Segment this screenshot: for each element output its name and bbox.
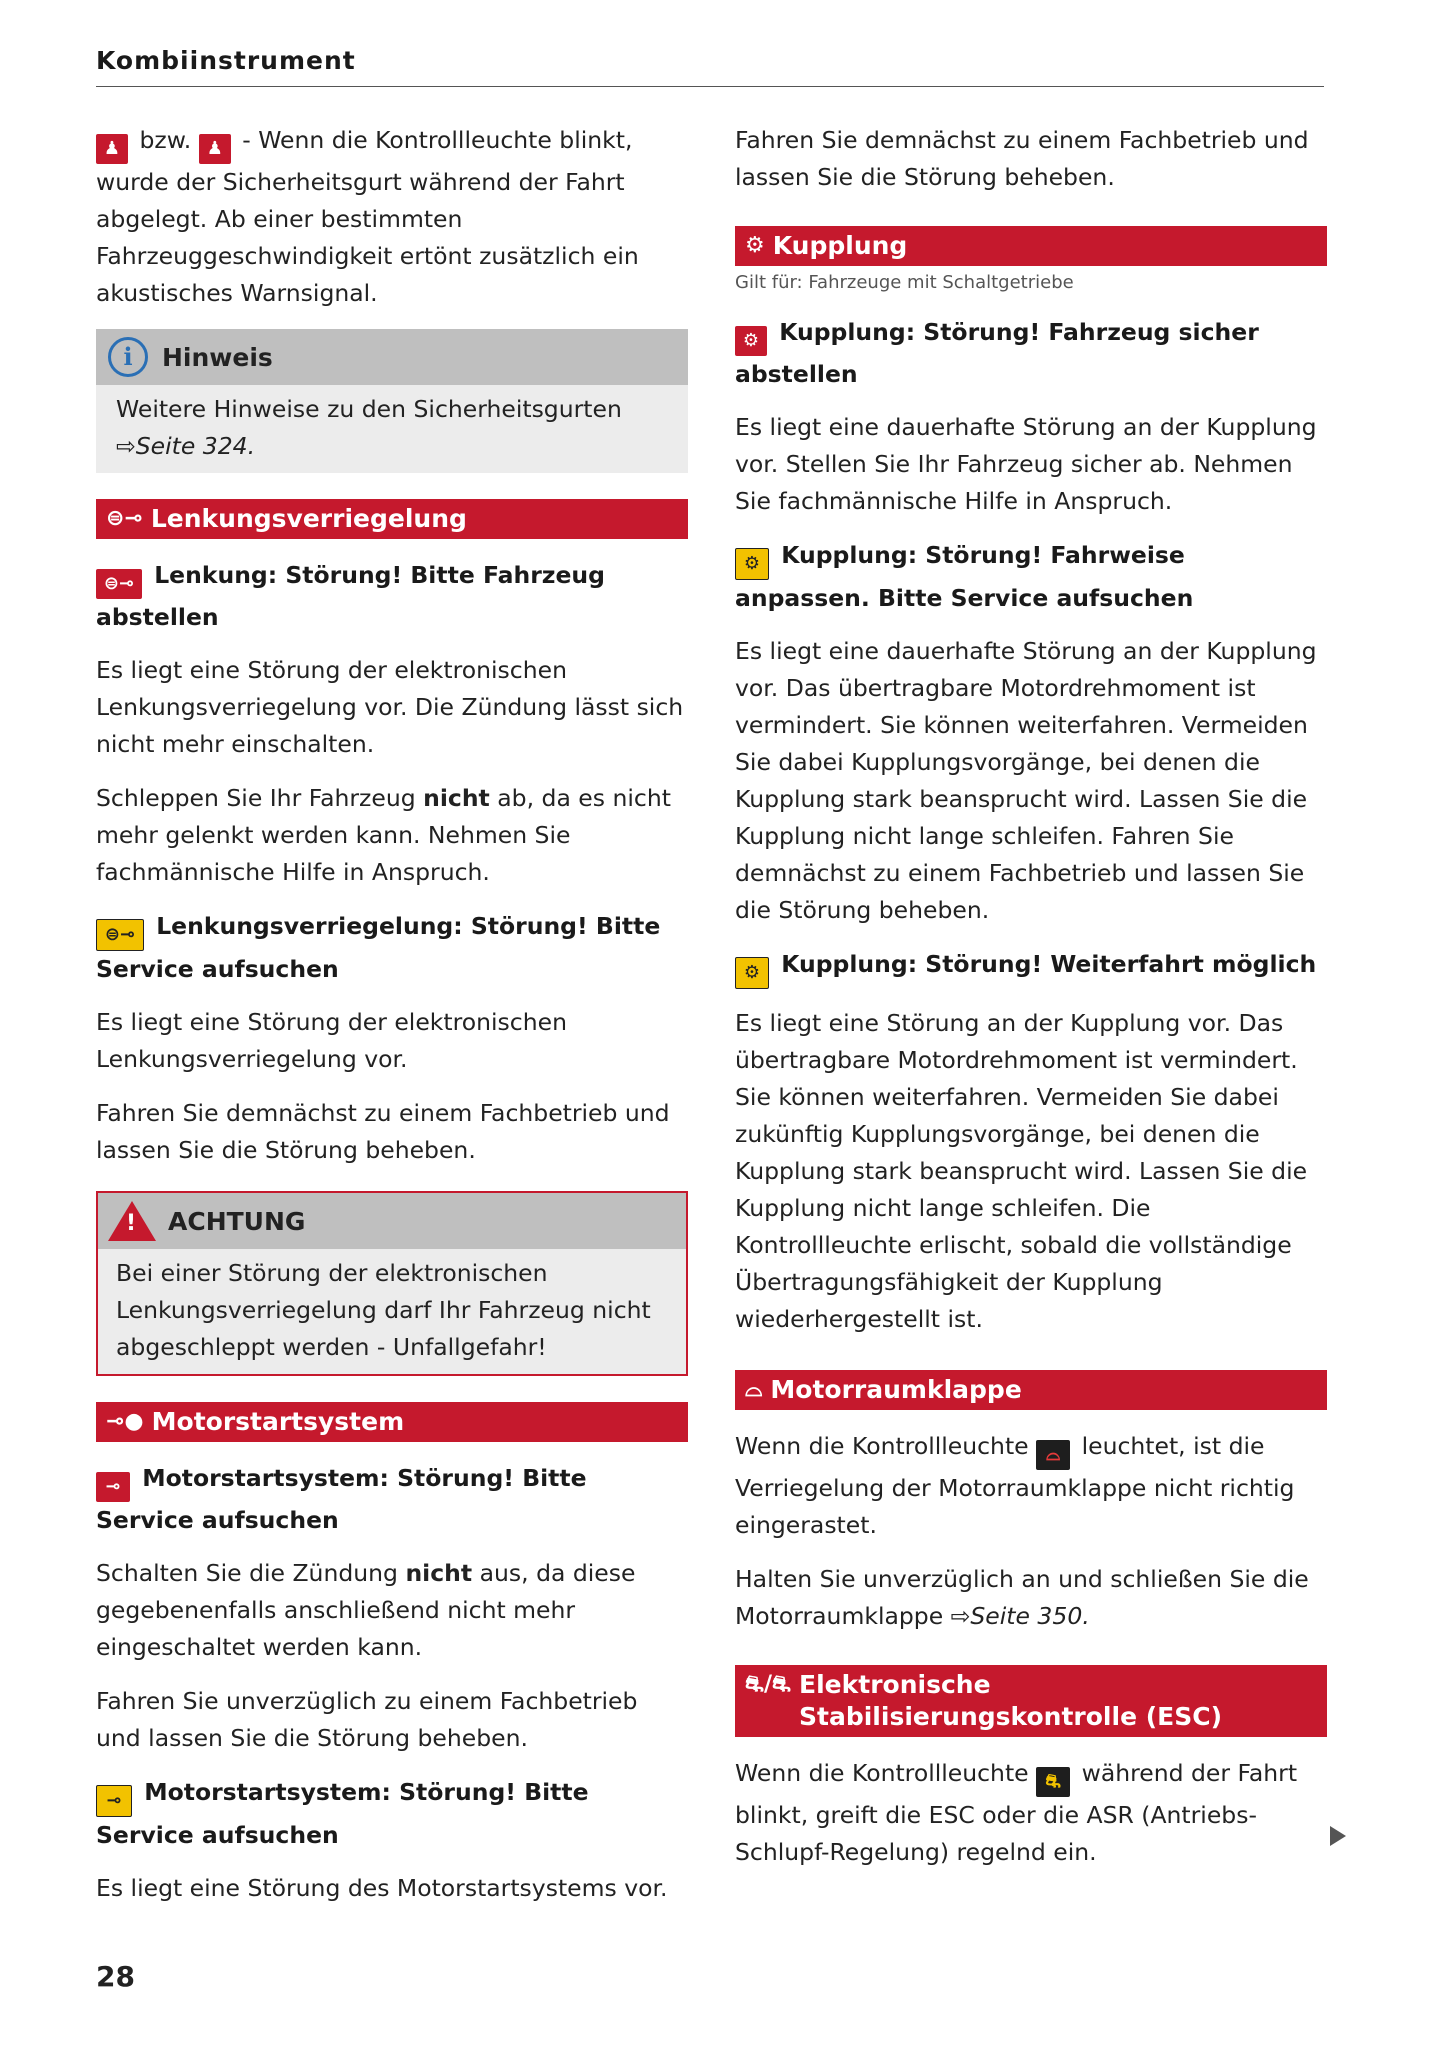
clutch-gear-icon: ⚙ xyxy=(745,233,765,258)
text-part: Wenn die Kontrollleuchte xyxy=(735,1759,1029,1787)
lenkung-paragraph-3: Es liegt eine Störung der elektronischen Lenkungsverriegelung vor. xyxy=(96,1008,567,1073)
section-esc xyxy=(735,1665,1327,1737)
subheading-text: Motorstartsystem: Störung! Bitte Service aufsuchen xyxy=(96,1778,589,1849)
text-part: Halten Sie unverzüglich an und schließen Sie die Motorraumklappe xyxy=(735,1565,1309,1630)
right-column xyxy=(735,122,1327,1888)
seatbelt-paragraph xyxy=(96,122,688,312)
lenkung-subheading-2 xyxy=(96,908,688,988)
achtung-header xyxy=(98,1193,686,1249)
bzw-text: bzw. xyxy=(139,126,192,154)
section-kupplung xyxy=(735,226,1327,266)
text-part: Schalten Sie die Zündung xyxy=(96,1559,406,1587)
hinweis-text: Weitere Hinweise zu den Sicherheitsgurten xyxy=(116,395,622,423)
achtung-title: ACHTUNG xyxy=(168,1206,306,1236)
motorstart-subheading-1 xyxy=(96,1460,688,1539)
kupplung-subheading-2 xyxy=(735,537,1327,617)
arrow-right-icon: ⇨ xyxy=(950,1602,971,1630)
key-yellow-icon: ⊸ xyxy=(96,1785,132,1817)
section-title: Lenkungsverriegelung xyxy=(150,504,467,533)
right-top-paragraph: Fahren Sie demnächst zu einem Fachbetrieb und lassen Sie die Störung beheben. xyxy=(735,126,1309,191)
seatbelt-warning-icon-alt: ♟ xyxy=(199,134,231,164)
kupplung-paragraph-2: Es liegt eine dauerhafte Störung an der Kupplung vor. Das übertragbare Motordrehmoment ist vermindert. Sie können weiterfahren. Vermeiden Sie dabei Kupplungsvorgänge, bei denen die Kupplung stark beansprucht wird. Lassen Sie die Kupplung nicht lange schleifen. Fahren Sie demnächst zu einem Fachbetrieb und lassen Sie die Störung beheben. xyxy=(735,637,1317,924)
hinweis-body xyxy=(96,385,688,473)
esc-warning-icon: ⛐ xyxy=(1036,1767,1070,1797)
kupplung-paragraph-1: Es liegt eine dauerhafte Störung an der Kupplung vor. Stellen Sie Ihr Fahrzeug sicher ab. Nehmen Sie fachmännische Hilfe in Anspruch. xyxy=(735,413,1317,515)
emphasis-text: nicht xyxy=(423,784,490,812)
clutch-yellow-icon: ⚙ xyxy=(735,548,769,580)
motorstart-paragraph-1 xyxy=(96,1555,688,1666)
motorstart-subheading-2 xyxy=(96,1774,688,1854)
clutch-yellow-icon-2: ⚙ xyxy=(735,957,769,989)
steering-lock-yellow-icon: ⊜⊸ xyxy=(96,919,144,951)
left-column xyxy=(96,122,688,1924)
section-title: Kupplung xyxy=(772,231,908,260)
running-header: Kombiinstrument xyxy=(96,46,356,75)
subheading-text: Kupplung: Störung! Fahrweise anpassen. Bitte Service aufsuchen xyxy=(735,541,1194,612)
arrow-right-icon: ⇨ xyxy=(116,432,136,460)
kupplung-subheading-1 xyxy=(735,314,1327,393)
emphasis-text: nicht xyxy=(405,1559,473,1587)
header-rule xyxy=(96,86,1324,87)
info-icon: i xyxy=(108,337,148,377)
lenkung-paragraph-1: Es liegt eine Störung der elektronischen Lenkungsverriegelung vor. Die Zündung lässt sich nicht mehr einschalten. xyxy=(96,656,684,758)
subheading-text: Kupplung: Störung! Fahrzeug sicher abstellen xyxy=(735,318,1259,388)
kupplung-paragraph-3: Es liegt eine Störung an der Kupplung vor. Das übertragbare Motordrehmoment ist vermindert. Sie können weiterfahren. Vermeiden Sie dabei zukünftig Kupplungsvorgänge, bei denen die Kupplung stark beansprucht wird. Lassen Sie die Kupplung nicht lange schleifen. Die Kontrollleuchte erlischt, sobald die vollständige Übertragungsfähigkeit der Kupplung wiederhergestellt ist. xyxy=(735,1009,1308,1333)
esc-off-icon: ⛐/⛐ xyxy=(745,1672,792,1697)
text-part: Wenn die Kontrollleuchte xyxy=(735,1432,1029,1460)
section-motorstartsystem xyxy=(96,1402,688,1442)
hinweis-box xyxy=(96,329,688,473)
section-title: Motorstartsystem xyxy=(151,1407,405,1436)
text-part: leuchtet, ist die Verriegelung der Motorraumklappe nicht richtig eingerastet. xyxy=(735,1432,1295,1539)
hood-open-icon: ⌓ xyxy=(745,1377,763,1402)
lenkung-paragraph-4: Fahren Sie demnächst zu einem Fachbetrieb und lassen Sie die Störung beheben. xyxy=(96,1099,670,1164)
hinweis-header xyxy=(96,329,688,385)
motorstart-paragraph-2: Fahren Sie unverzüglich zu einem Fachbetrieb und lassen Sie die Störung beheben. xyxy=(96,1687,638,1752)
section-lenkungsverriegelung xyxy=(96,499,688,539)
achtung-box xyxy=(96,1191,688,1376)
steering-lock-icon: ⊜⊸ xyxy=(106,506,143,531)
seatbelt-text: - Wenn die Kontrollleuchte blinkt, wurde der Sicherheitsgurt während der Fahrt abgelegt. Ab einer bestimmten Fahrzeuggeschwindigkeit ertönt zusätzlich ein akustisches Warnsignal. xyxy=(96,126,639,307)
motorstart-paragraph-3: Es liegt eine Störung des Motorstartsystems vor. xyxy=(96,1874,668,1902)
text-part: Schleppen Sie Ihr Fahrzeug xyxy=(96,784,424,812)
text-part: ab, da es nicht mehr gelenkt werden kann. Nehmen Sie fachmännische Hilfe in Anspruch. xyxy=(96,784,671,886)
motorraum-page-ref[interactable]: Seite 350. xyxy=(970,1602,1090,1630)
steering-lock-red-icon: ⊜⊸ xyxy=(96,569,142,599)
page-number: 28 xyxy=(96,1960,135,1993)
subheading-text: Kupplung: Störung! Weiterfahrt möglich xyxy=(781,950,1317,978)
continue-arrow-icon xyxy=(1330,1826,1346,1846)
kupplung-subheading-3 xyxy=(735,946,1327,989)
warning-triangle-icon: ! xyxy=(108,1201,156,1241)
esc-paragraph-1 xyxy=(735,1755,1327,1871)
hinweis-title: Hinweis xyxy=(162,342,273,372)
subheading-text: Lenkung: Störung! Bitte Fahrzeug abstellen xyxy=(96,561,605,631)
applies-to-note: Gilt für: Fahrzeuge mit Schaltgetriebe xyxy=(735,272,1074,293)
section-title: Motorraumklappe xyxy=(770,1375,1022,1404)
section-title: Elektronische Stabilisierungskontrolle (ESC) xyxy=(799,1670,1223,1731)
achtung-body: Bei einer Störung der elektronischen Lenkungsverriegelung darf Ihr Fahrzeug nicht abgeschleppt werden - Unfallgefahr! xyxy=(116,1259,651,1361)
key-red-icon: ⊸ xyxy=(96,1472,130,1502)
subheading-text: Lenkungsverriegelung: Störung! Bitte Service aufsuchen xyxy=(96,912,661,983)
text-part: während der Fahrt blinkt, greift die ESC oder die ASR (Antriebs-Schlupf-Regelung) regelnd ein. xyxy=(735,1759,1298,1866)
motorraum-paragraph-1 xyxy=(735,1428,1327,1544)
seatbelt-warning-icon: ♟ xyxy=(96,134,128,164)
hood-warning-icon: ⌓ xyxy=(1036,1440,1070,1470)
text-part: aus, da diese gegebenenfalls anschließend nicht mehr eingeschaltet werden kann. xyxy=(96,1559,636,1661)
subheading-text: Motorstartsystem: Störung! Bitte Service aufsuchen xyxy=(96,1464,587,1534)
section-motorraumklappe xyxy=(735,1370,1327,1410)
motorraum-paragraph-2 xyxy=(735,1561,1327,1635)
clutch-red-icon: ⚙ xyxy=(735,326,767,356)
hinweis-page-ref[interactable]: Seite 324. xyxy=(135,432,256,460)
lenkung-paragraph-2 xyxy=(96,780,688,891)
key-icon: ⊸● xyxy=(106,1409,144,1434)
lenkung-subheading-1 xyxy=(96,557,688,636)
